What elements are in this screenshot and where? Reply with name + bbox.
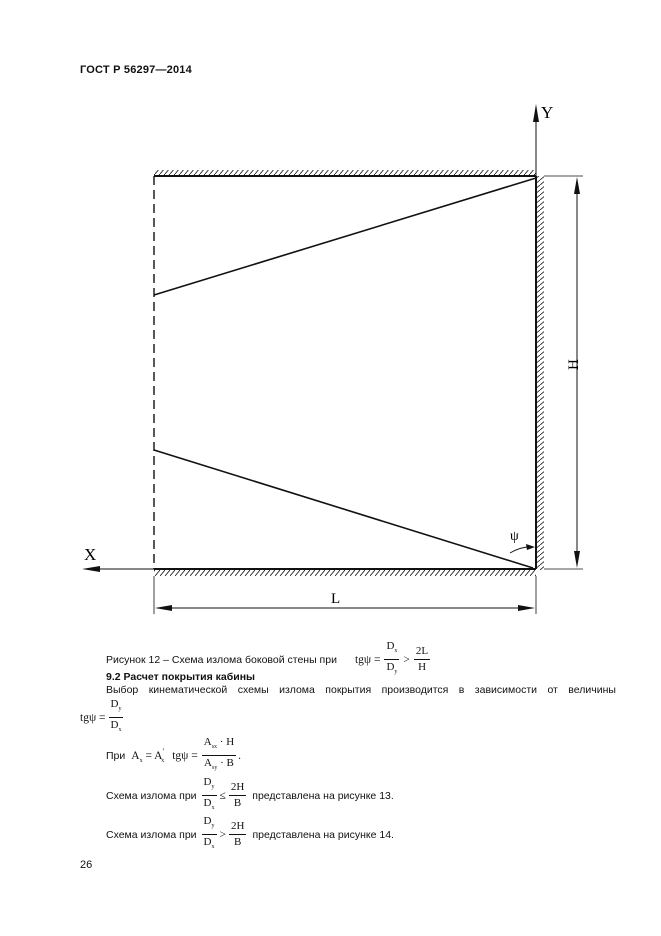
caption-tg: tgψ = [354, 653, 381, 666]
h-dimension-label: H [566, 359, 582, 370]
caption-fraction-lh: $\frac{2L}{H}$ [415, 645, 429, 674]
section-heading: 9.2 Расчет покрытия кабины [106, 671, 256, 683]
y-axis-label: Y [541, 103, 554, 122]
psi-arc-arrow [526, 544, 535, 550]
upper-fracture-line [154, 178, 536, 295]
h-arrow-top [574, 177, 580, 194]
formula2-fraction: $\frac{A_{sx} \cdot H}{A_{sy} \cdot B}$ [203, 736, 235, 772]
formula1-fraction: $\frac{D_y}{D_x}$ [110, 698, 122, 734]
caption-fraction-d: $\frac{D_x}{D_y}$ [386, 640, 398, 676]
paragraph-line: Выбор кинематической схемы излома покрытия производится в зависимости от величины [106, 684, 616, 696]
caption-text: Рисунок 12 – Схема излома боковой стены при [106, 653, 337, 666]
scheme-condition-1: Схема излома при $\frac{D_y}{D_x}$ ≤ $\frac{2H}{B}$ представлена на рисунке 13. [106, 776, 394, 812]
x-axis-label: X [84, 545, 97, 564]
bottom-support-hatch [154, 570, 536, 576]
lower-fracture-line [154, 450, 533, 568]
scheme-condition-2: Схема излома при $\frac{D_y}{D_x}$ > $\frac{2H}{B}$ представлена на рисунке 14. [106, 815, 394, 851]
page-number: 26 [80, 859, 93, 871]
l-arrow-right [518, 605, 535, 611]
document-header: ГОСТ Р 56297—2014 [80, 64, 192, 76]
right-support-hatch [537, 176, 544, 570]
formula-area-condition: При $A_x = A'_x$ tgψ = $\frac{A_{sx} \cdot H}{A_{sy} \cdot B}$ . [106, 736, 241, 775]
h-arrow-bottom [574, 551, 580, 568]
psi-label: ψ [510, 529, 519, 544]
formula-tg-psi: tgψ = $\frac{D_y}{D_x}$ [80, 698, 123, 737]
l-arrow-left [155, 605, 172, 611]
caption-operator: > [403, 653, 410, 666]
l-dimension-label: L [331, 591, 341, 607]
y-axis-arrow [533, 104, 539, 122]
x-axis-arrow [82, 566, 100, 572]
